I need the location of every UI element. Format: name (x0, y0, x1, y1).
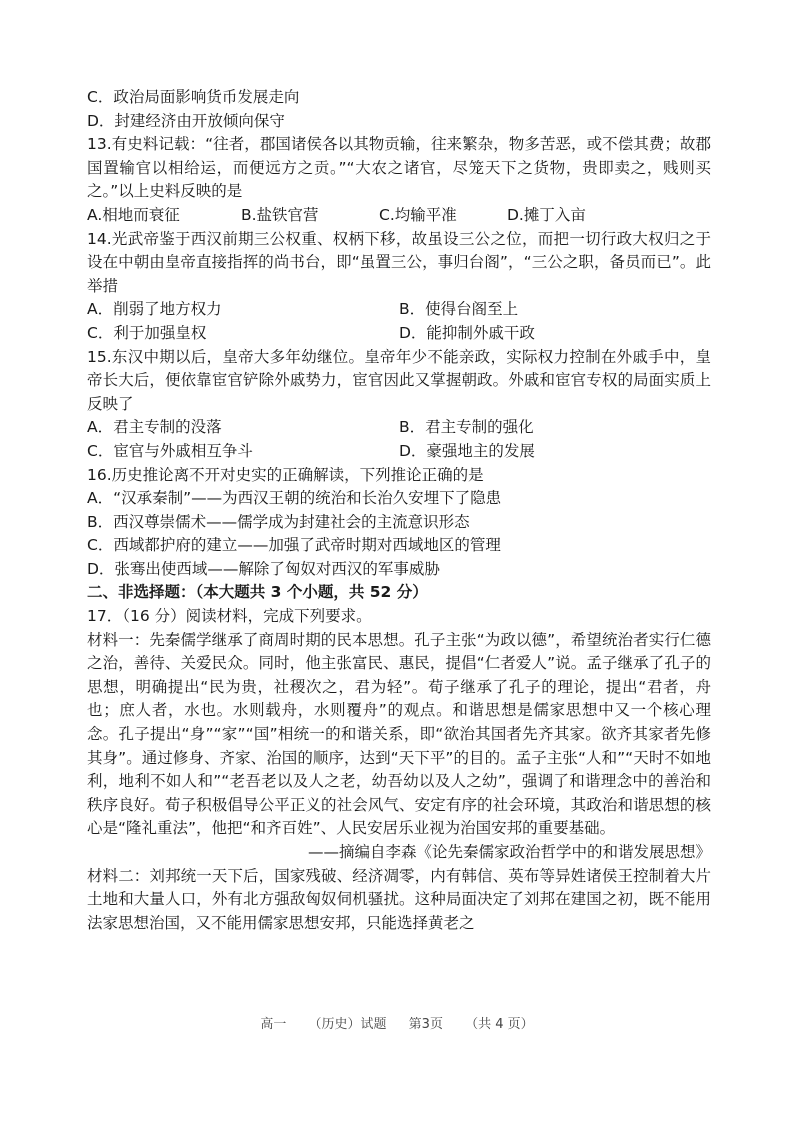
q16-option-d: D．张骞出使西域——解除了匈奴对西汉的军事威胁 (87, 559, 440, 578)
q13-option-d: D.摊丁入亩 (507, 205, 586, 224)
q15-options-row1 (87, 416, 711, 440)
q16-option-b: B．西汉尊崇儒术——儒学成为封建社会的主流意识形态 (87, 512, 470, 531)
q15-options-row2 (87, 440, 711, 464)
q17-source-1: ——摘编自李森《论先秦儒家政治哲学中的和谐发展思想》 (307, 843, 711, 861)
q14-option-a: A．削弱了地方权力 (87, 300, 222, 319)
q15-option-a: A．君主专制的没落 (87, 418, 222, 437)
q14-options-row1 (87, 298, 711, 322)
q15-option-b: B．君主专制的强化 (399, 418, 534, 437)
q14-option-b: B．使得台阁至上 (399, 300, 519, 319)
q14-option-c: C．利于加强皇权 (87, 323, 207, 342)
footer-page-number: 第3页 (408, 1017, 443, 1032)
q13-option-c: C.均输平准 (379, 205, 457, 224)
q13-options (87, 204, 711, 228)
footer-grade: 高一 (260, 1017, 287, 1032)
q15-option-d: D．豪强地主的发展 (399, 441, 535, 460)
q17-stem: 17．（16 分）阅读材料，完成下列要求。 (87, 607, 372, 626)
q14-options-row2 (87, 322, 711, 346)
q15-option-c: C．宦官与外戚相互争斗 (87, 441, 253, 460)
q14-stem: 14.光武帝鉴于西汉前期三公权重、权柄下移，故虽设三公之位，而把一切行政大权归之于设在中朝由皇帝直接指挥的尚书台，即“虽置三公，事归台阁”，“三公之职，备员而已”。此举措 (87, 229, 711, 295)
section-heading: 二、非选择题：（本大题共 3 个小题，共 52 分） (87, 583, 428, 602)
q14-option-d: D．能抑制外戚干政 (399, 323, 535, 342)
footer-subject: （历史）试题 (308, 1017, 387, 1032)
q16-option-c: C．西域都护府的建立——加强了武帝时期对西域地区的管理 (87, 536, 501, 555)
q16-stem: 16.历史推论离不开对史实的正确解读，下列推论正确的是 (87, 465, 484, 484)
q13-option-a: A.相地而衰征 (87, 205, 180, 224)
page-footer (0, 1013, 794, 1032)
prev-option-d: D．封建经济由开放倾向保守 (87, 111, 285, 130)
footer-total-pages: （共 4 页） (465, 1017, 534, 1032)
q15-stem: 15.东汉中期以后，皇帝大多年幼继位。皇帝年少不能亲政，实际权力控制在外戚手中，皇帝长大后，便依靠宦官铲除外戚势力，宦官因此又掌握朝政。外戚和宦官专权的局面实质上反映了 (87, 347, 711, 413)
prev-option-c: C．政治局面影响货币发展走向 (87, 88, 300, 106)
q13-option-b: B.盐铁官营 (241, 205, 319, 224)
q13-stem: 13.有史料记载：“往者，郡国诸侯各以其物贡输，往来繁杂，物多苦恶，或不偿其费；故郡国置输官以相给运，而便远方之贡。”“大农之诸官，尽笼天下之货物，贵即卖之，贱则买之。”以上史料反映的是 (87, 135, 711, 201)
q17-material-1: 材料一：先秦儒学继承了商周时期的民本思想。孔子主张“为政以德”，希望统治者实行仁德之治，善待、关爱民众。同时，他主张富民、惠民，提倡“仁者爱人”说。孟子继承了孔子的思想，明确提出“民为贵，社稷次之，君为轻”。荀子继承了孔子的理论，提出“君者，舟也；庶人者，水也。水则载舟，水则覆舟”的观点。和谐思想是儒家思想中又一个核心理念。孔子提出“身”“家”“国”相统一的和谐关系，即“欲治其国者先齐其家。欲齐其家者先修其身”。通过修身、齐家、治国的顺序，达到“天下平”的目的。孟子主张“人和”“天时不如地利，地利不如人和”“老吾老以及人之老，幼吾幼以及人之幼”，强调了和谐理念中的善治和秩序良好。荀子积极倡导公平正义的社会风气、安定有序的社会环境，其政治和谐思想的核心是“隆礼重法”，他把“和齐百姓”、人民安居乐业视为治国安邦的重要基础。 (87, 630, 711, 838)
q17-material-2: 材料二：刘邦统一天下后，国家残破、经济凋零，内有韩信、英布等异姓诸侯王控制着大片土地和大量人口，外有北方强敌匈奴伺机骚扰。这种局面决定了刘邦在建国之初，既不能用法家思想治国，又不能用儒家思想安邦，只能选择黄老之 (87, 866, 711, 932)
q16-option-a: A．“汉承秦制”——为西汉王朝的统治和长治久安埋下了隐患 (87, 489, 502, 508)
page-content (87, 86, 711, 935)
